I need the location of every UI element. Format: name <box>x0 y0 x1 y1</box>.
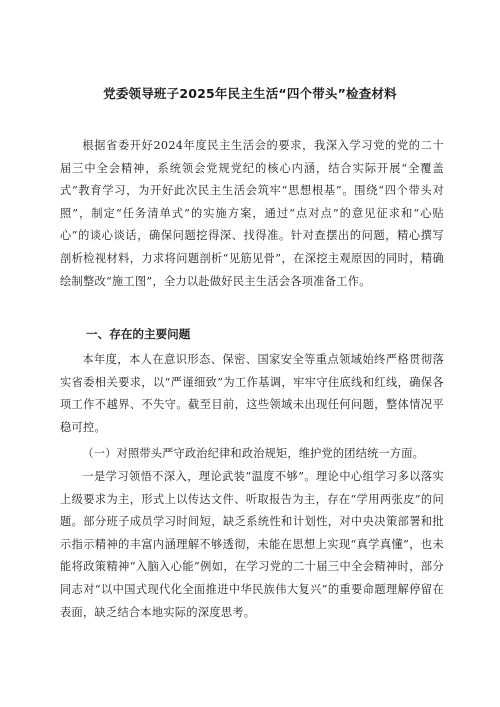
document-title: 党委领导班子2025年民主生活“四个带头”检查材料 <box>103 86 397 101</box>
subsection-heading: （一）对照带头严守政治纪律和政治规矩，维护党的团结统一方面。 <box>82 447 425 460</box>
section-heading: 一、存在的主要问题 <box>86 327 191 341</box>
point-paragraph: 一是学习领悟不深入，理论武装“温度不够”。理论中心组学习多以落实上级要求为主，形式上以传达文件、听取报告为主，存在“学用两张皮”的问题。部分班子成员学习时间短，缺乏系统性和计划性，对中央决策部署和批示指示精神的丰富内涵理解不够透彻，未能在思想上实现“真学真懂”，也未能将政策精神“入脑入心能”例如，在学习党的二十届三中全会精神时，部分同志对“以中国式现代化全面推进中华民族伟大复兴”的重要命题理解停留在表面，缺乏结合本地实际的深度思考。 <box>60 470 444 619</box>
section-paragraph: 本年度，本人在意识形态、保密、国家安全等重点领域始终严格贯彻落实省委相关要求，以“严谨细致”为工作基调，牢牢守住底线和红线，确保各项工作不越界、不失守。截至目前，这些领域未出现任何问题，整体情况平稳可控。 <box>60 353 444 434</box>
intro-paragraph: 根据省委开好2024年度民主生活会的要求，我深入学习党的党的二十届三中全会精神，系统领会党规党纪的核心内涵，结合实际开展“全覆盖式”教育学习，为开好此次民主生活会筑牢“思想根基”。围绕“四个带头对照”，制定“任务清单式”的实施方案，通过“点对点”的意见征求和“心贴心”的谈心谈话，确保问题挖得深、找得准。针对查摆出的问题，精心撰写剖析检视材料，力求将问题剖析“见筋见骨”，在深挖主观原因的同时，精确绘制整改“施工图”，全力以赴做好民主生活会各项准备工作。 <box>60 139 444 288</box>
